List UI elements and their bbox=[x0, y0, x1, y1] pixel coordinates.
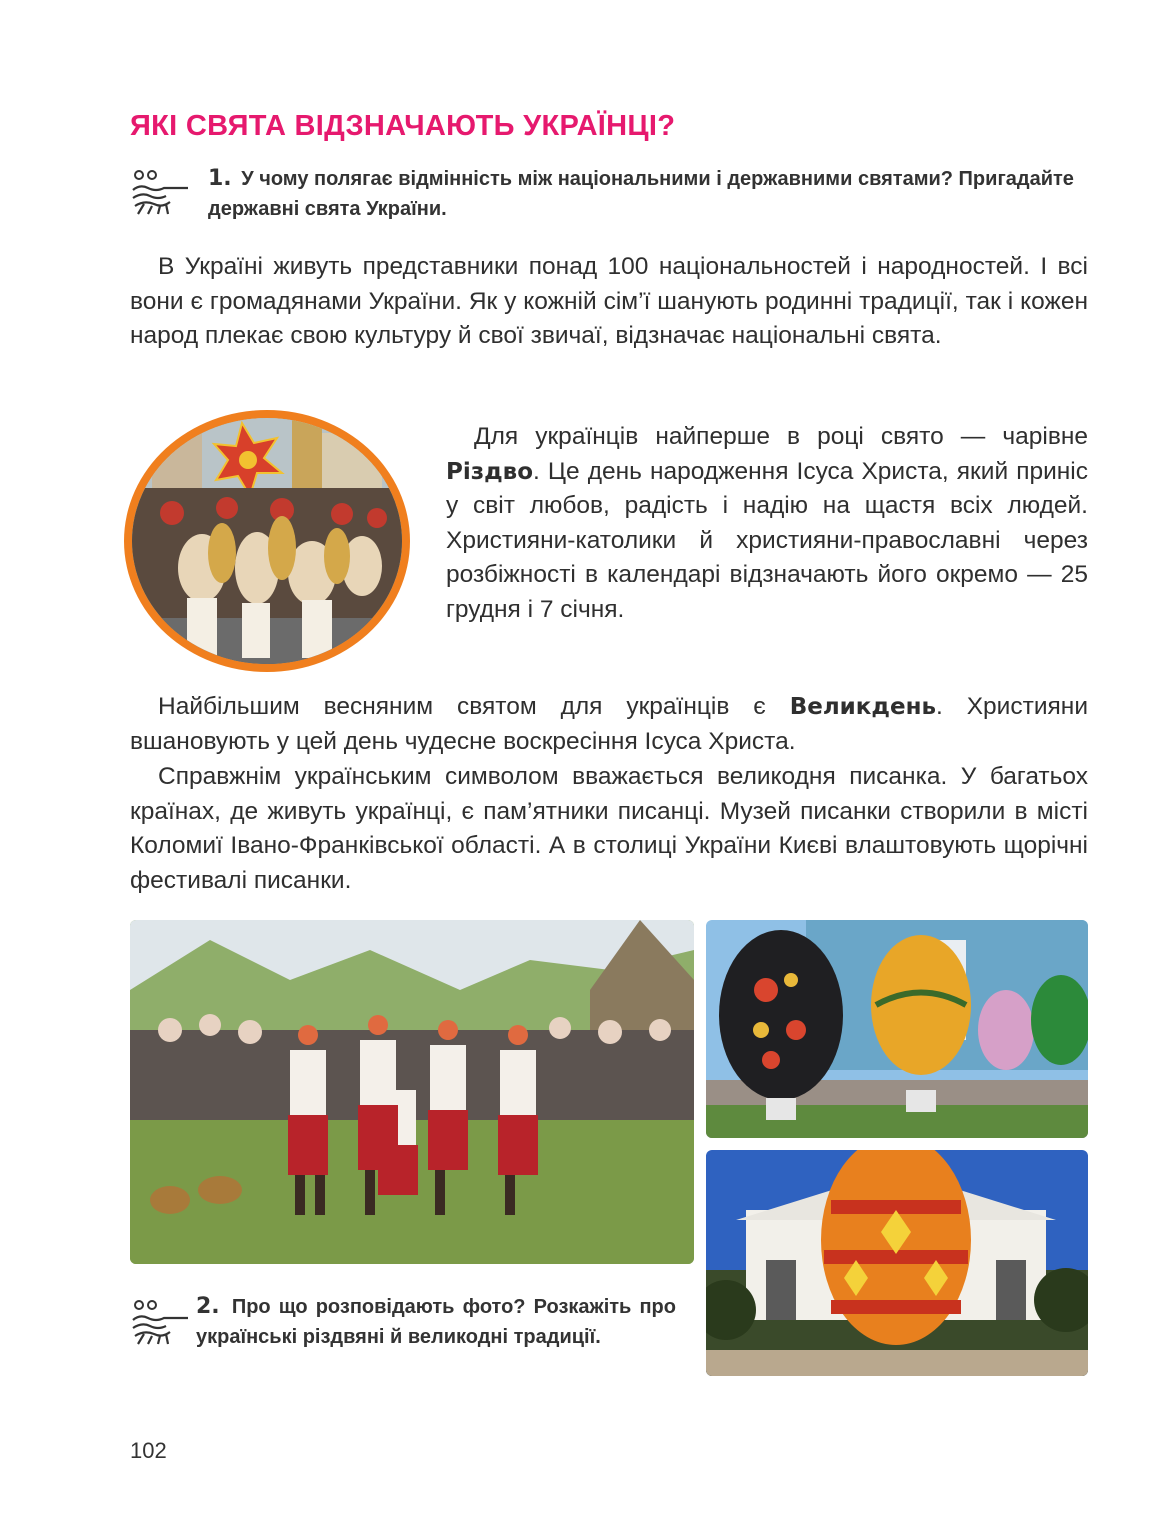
discussion-people-icon bbox=[130, 1298, 190, 1354]
paragraph-easter bbox=[130, 690, 1088, 759]
task-1 bbox=[208, 164, 1088, 224]
paragraph-nationalities: В Україні живуть представники понад 100 національностей і народностей. І всі вони є громадянами України. Як у кожній сім’ї шанують родинні традиції, так і кожен народ плекає свою культуру й свої звичаї, відзначає національні свята. bbox=[130, 253, 1088, 349]
christmas-carolers-photo bbox=[124, 410, 410, 672]
task-1-number: 1. bbox=[208, 166, 232, 191]
easter-term: Великдень bbox=[789, 694, 936, 720]
pysanka-festival-photo bbox=[706, 920, 1088, 1138]
christmas-text-before: Для українців найперше в році свято — чарівне bbox=[474, 423, 1088, 450]
task-2 bbox=[196, 1292, 676, 1352]
easter-text-after: . Християни вшановують у цей день чудесне воскресіння Ісуса Христа. bbox=[130, 693, 1088, 755]
task-2-number: 2. bbox=[196, 1294, 220, 1319]
folk-dance-photo bbox=[130, 920, 694, 1264]
easter-text-before: Найбільшим весняним святом для українців є bbox=[158, 693, 790, 720]
paragraph-christmas bbox=[446, 420, 1088, 627]
page-number: 102 bbox=[130, 1438, 167, 1463]
paragraph-pysanka: Справжнім українським символом вважається великодня писанка. У багатьох країнах, де живуть українці, є пам’ятники писанці. Музей писанки створили в місті Коломиї Івано-Франківської області. А в столиці України Києві влаштовують щорічні фестивалі писанки. bbox=[130, 763, 1088, 894]
discussion-people-icon bbox=[130, 168, 190, 224]
pysanka-museum-photo bbox=[706, 1150, 1088, 1376]
task-2-text: Про що розповідають фото? Розкажіть про українські різдвяні й великодні традиції. bbox=[196, 1296, 676, 1348]
task-1-text: У чому полягає відмінність між національними і державними святами? Пригадайте державні свята України. bbox=[208, 168, 1074, 220]
page-title: ЯКІ СВЯТА ВІДЗНАЧАЮТЬ УКРАЇНЦІ? bbox=[130, 110, 676, 142]
christmas-text-after: . Це день народження Ісуса Христа, який приніс у світ любов, радість і надію на щастя всіх людей. Християни-католики й християни-православні через розбіжності в календарі відзначають його окремо — 25 грудня і 7 січня. bbox=[446, 457, 1088, 623]
christmas-term: Різдво bbox=[446, 458, 534, 485]
